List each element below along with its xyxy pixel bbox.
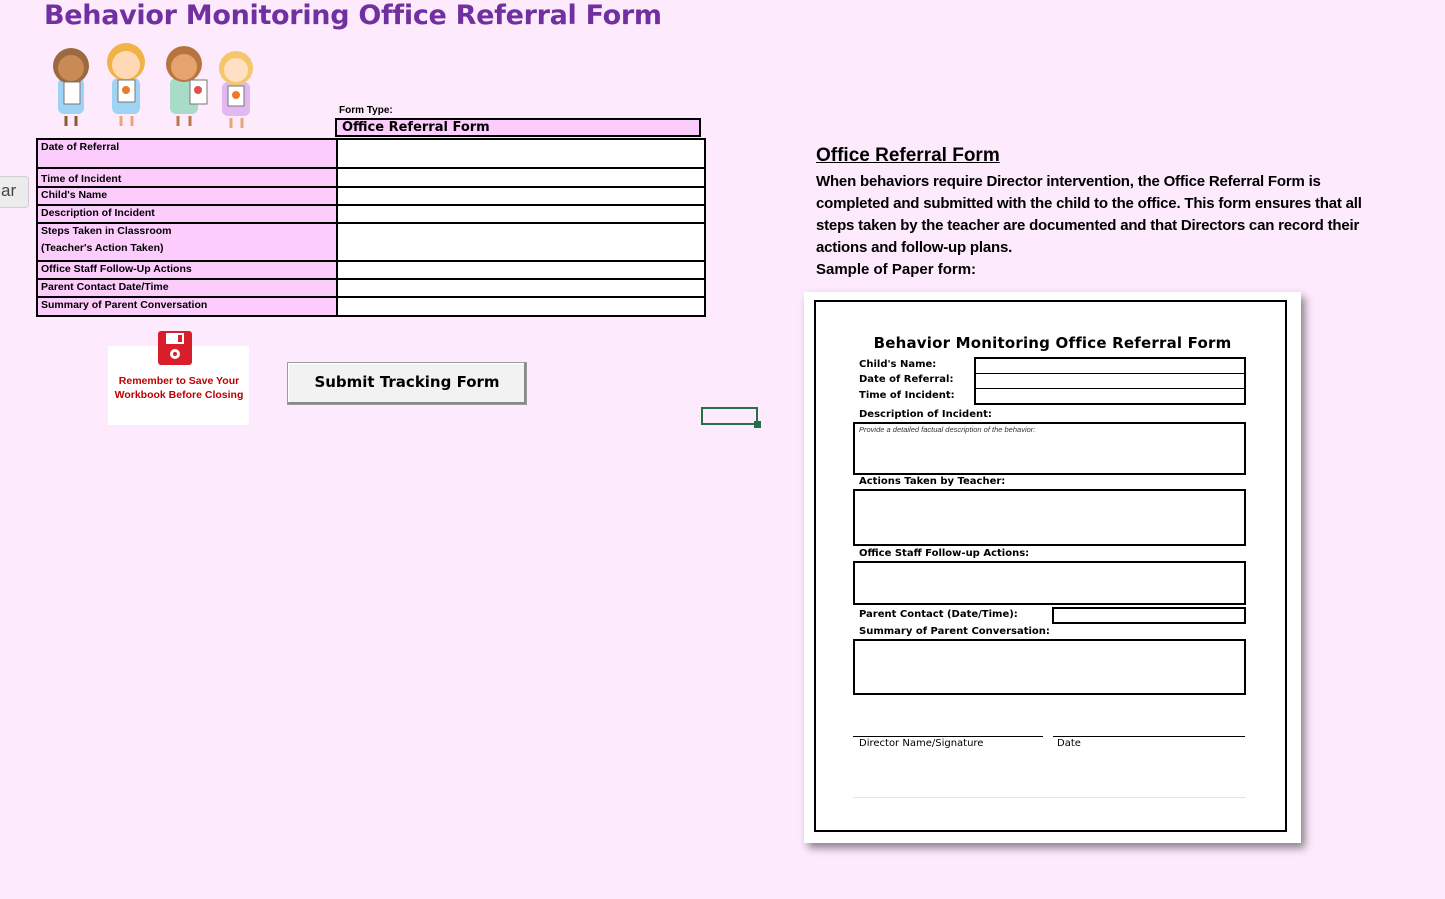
info-body: When behaviors require Director intervention, the Office Referral Form is completed and submitted with the child to the office. This form ensures that all steps taken by the teacher are documented and that Directors can record their actions and follow-up plans. [816,173,1362,256]
page-title: Behavior Monitoring Office Referral Form [44,0,662,31]
paper-childs-name-label: Child's Name: [859,359,937,370]
cell-selection-cursor[interactable] [701,407,758,425]
paper-summary-box [853,639,1246,695]
info-heading: Office Referral Form [816,145,1000,166]
date-of-referral-label: Date of Referral [37,139,337,168]
children-illustration [44,38,266,130]
parent-contact-label: Parent Contact Date/Time [37,279,337,297]
paper-divider [974,388,1246,389]
paper-date-label: Date of Referral: [859,374,954,385]
paper-summary-label: Summary of Parent Conversation: [859,626,1050,637]
description-of-incident-label: Description of Incident [37,205,337,223]
paper-title: Behavior Monitoring Office Referral Form [873,334,1232,352]
childs-name-input[interactable] [337,187,705,205]
sample-paper-form-image [804,292,1301,843]
sidebar-tab[interactable]: ar [0,176,29,208]
office-followup-label: Office Staff Follow-Up Actions [37,261,337,279]
parent-contact-input[interactable] [337,279,705,297]
info-panel [816,145,1376,281]
description-of-incident-input[interactable] [337,205,705,223]
steps-taken-input[interactable] [337,223,705,261]
paper-divider [974,373,1246,374]
paper-date-caption: Date [1057,738,1081,749]
steps-taken-label: Steps Taken in Classroom (Teacher's Action Taken) [37,223,337,261]
info-sample-label: Sample of Paper form: [816,261,977,278]
floppy-disk-icon[interactable] [157,330,193,366]
time-of-incident-input[interactable] [337,168,705,187]
save-reminder-text: Remember to Save Your Workbook Before Closing [114,375,244,401]
paper-followup-label: Office Staff Follow-up Actions: [859,548,1030,559]
referral-form-grid [36,138,706,317]
paper-time-label: Time of Incident: [859,390,955,401]
paper-signature-line [853,736,1043,737]
office-followup-input[interactable] [337,261,705,279]
paper-followup-box [853,561,1246,605]
paper-date-line [1053,736,1245,737]
parent-summary-label: Summary of Parent Conversation [37,297,337,316]
paper-parent-contact-label: Parent Contact (Date/Time): [859,609,1018,620]
date-of-referral-input[interactable] [337,139,705,168]
paper-director-signature-label: Director Name/Signature [859,738,984,749]
paper-actions-label: Actions Taken by Teacher: [859,476,1006,487]
form-type-select[interactable]: Office Referral Form [335,118,701,137]
paper-description-hint: Provide a detailed factual description of the behavior: [859,425,1036,434]
time-of-incident-label: Time of Incident [37,168,337,187]
childs-name-label: Child's Name [37,187,337,205]
paper-parent-contact-box [1052,607,1246,624]
paper-id-box [974,357,1246,405]
parent-summary-input[interactable] [337,297,705,316]
submit-tracking-form-button[interactable]: Submit Tracking Form [287,362,527,405]
form-type-label: Form Type: [339,105,393,116]
paper-actions-box [853,489,1246,546]
fill-handle[interactable] [754,421,761,428]
paper-footer-line [853,797,1246,798]
paper-description-label: Description of Incident: [859,409,992,420]
